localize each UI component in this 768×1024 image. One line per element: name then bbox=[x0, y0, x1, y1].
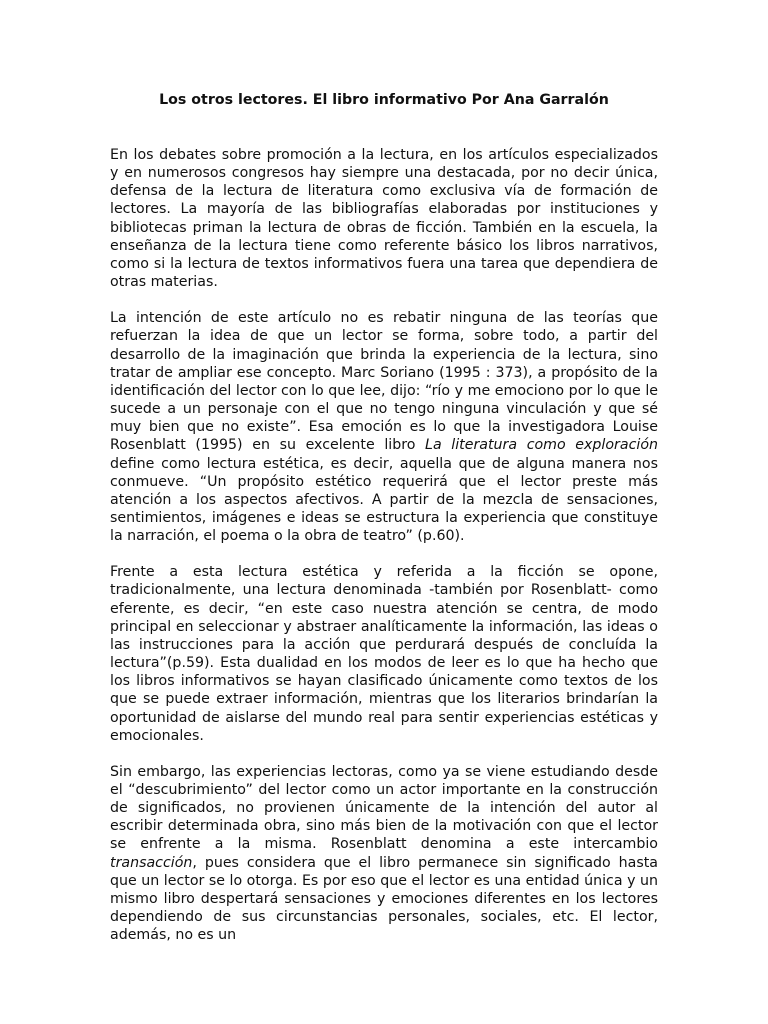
paragraph-text: , pues considera que el libro permanece sin significado hasta que un lector se lo otorga. Es por eso que el lector es una entidad única y un mismo libro despertará sensaciones y emociones diferentes en los lectores dependiendo de sus circunstancias personales, sociales, etc. El lector, además, no es un bbox=[110, 854, 658, 944]
term-italic: transacción bbox=[110, 854, 193, 871]
paragraph-3 bbox=[110, 563, 658, 745]
paragraph-text: define como lectura estética, es decir, aquella que de alguna manera nos conmueve. “Un propósito estético requerirá que el lector preste más atención a los aspectos afectivos. A partir de la mezcla de sensaciones, sentimientos, imágenes e ideas se estructura la experiencia que constituye la narración, el poema o la obra de teatro” (p.60). bbox=[110, 455, 658, 545]
paragraph-text: La intención de este artículo no es rebatir ninguna de las teorías que refuerzan la idea de que un lector se forma, sobre todo, a partir del desarrollo de la imaginación que brinda la experiencia de la lectura, sino tratar de ampliar ese concepto. Marc Soriano (1995 : 373), a propósito de la identificación del lector con lo que lee, dijo: “río y me emociono por lo que le sucede a un personaje con el que no tengo ninguna vinculación y que sé muy bien que no existe”. Esa emoción es lo que la investigadora Louise Rosenblatt (1995) en su excelente libro bbox=[110, 310, 658, 454]
paragraph-1 bbox=[110, 146, 658, 291]
paragraph-text: Frente a esta lectura estética y referida a la ficción se opone, tradicionalmente, una lectura denominada -también por Rosenblatt- como eferente, es decir, “en este caso nuestra atención se centra, de modo principal en seleccionar y abstraer analíticamente la información, las ideas o las instrucciones para la acción que perdurará después de concluída la lectura”(p.59). Esta dualidad en los modos de leer es lo que ha hecho que los libros informativos se hayan clasificado únicamente como textos de los que se puede extraer información, mientras que los literarios brindarían la oportunidad de aislarse del mundo real para sentir experiencias estéticas y emocionales. bbox=[110, 564, 658, 744]
document-body bbox=[110, 146, 658, 944]
book-title-italic: La literatura como exploración bbox=[425, 437, 658, 454]
paragraph-text: En los debates sobre promoción a la lectura, en los artículos especializados y en numerosos congresos hay siempre una destacada, por no decir única, defensa de la lectura de literatura como exclusiva vía de formación de lectores. La mayoría de las bibliografías elaboradas por instituciones y bibliotecas priman la lectura de obras de ficción. También en la escuela, la enseñanza de la lectura tiene como referente básico los libros narrativos, como si la lectura de textos informativos fuera una tarea que dependiera de otras materias. bbox=[110, 147, 658, 291]
paragraph-2 bbox=[110, 309, 658, 545]
paragraph-text: Sin embargo, las experiencias lectoras, como ya se viene estudiando desde el “descubrimiento” del lector como un actor importante en la construcción de significados, no provienen únicamente de la intención del autor al escribir determinada obra, sino más bien de la motivación con que el lector se enfrente a la misma. Rosenblatt denomina a este intercambio bbox=[110, 763, 658, 853]
document-title: Los otros lectores. El libro informativo Por Ana Garralón bbox=[159, 92, 609, 108]
paragraph-4 bbox=[110, 763, 658, 945]
